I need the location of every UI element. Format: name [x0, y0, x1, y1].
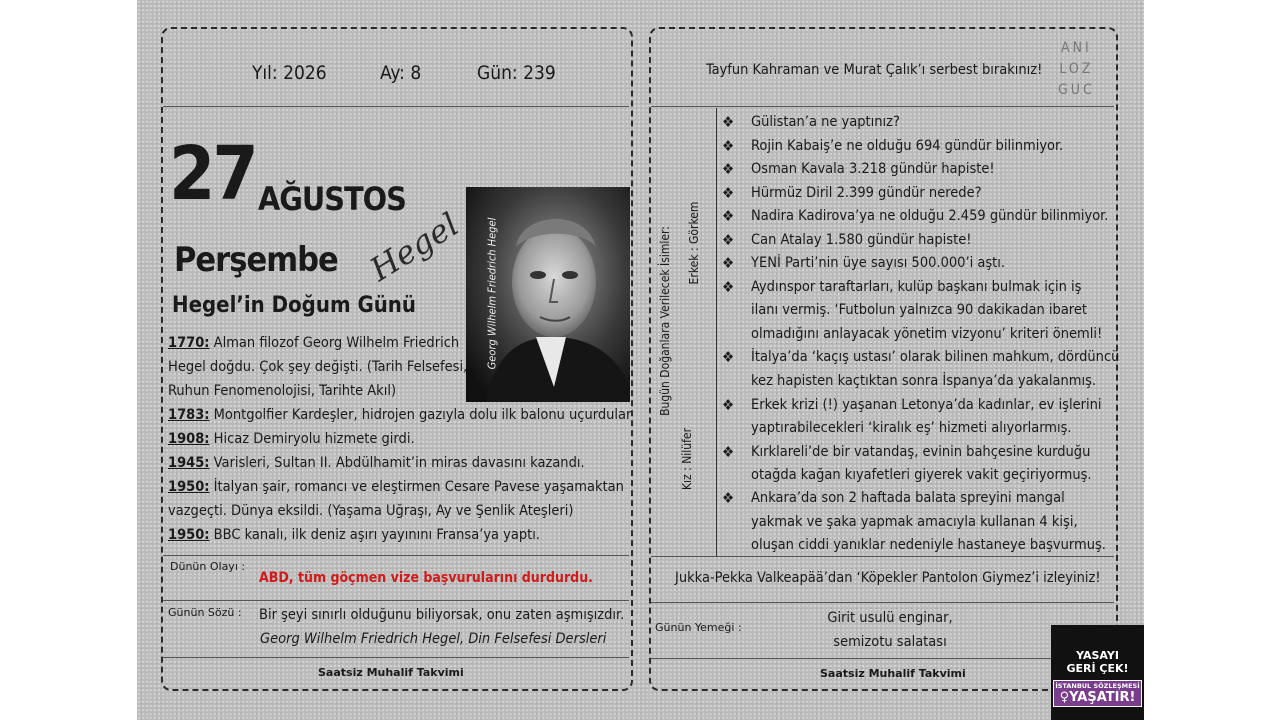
- bullet-icon: ❖: [722, 489, 735, 507]
- names-divider: [716, 108, 717, 556]
- logo-line: LOZ: [1059, 61, 1094, 77]
- meal-line: Girit usulü enginar,: [827, 610, 953, 626]
- signature-text: Hegel: [363, 205, 466, 289]
- bullet-icon: ❖: [722, 348, 735, 366]
- event-item: [168, 451, 628, 475]
- bullet-text: ilanı vermiş. ‘Futbolun yalnızca 90 dakikadan ibaret: [751, 302, 1087, 318]
- event-item: [168, 427, 628, 451]
- divider: [651, 602, 1114, 603]
- bullet-icon: ❖: [722, 396, 735, 414]
- bullet-icon: ❖: [722, 443, 735, 461]
- event-text: BBC kanalı, ilk deniz aşırı yayınını Fransa’ya yaptı.: [209, 527, 541, 543]
- divider: [163, 657, 629, 658]
- bullet-icon: ❖: [722, 113, 735, 131]
- logo-line: GUC: [1058, 82, 1095, 98]
- event-of-day-text: ABD, tüm göçmen vize başvurularını durdurdu.: [259, 570, 593, 586]
- event-of-day-label: Dünün Olayı :: [170, 560, 246, 573]
- event-year: 1770:: [168, 335, 210, 351]
- event-year: 1783:: [168, 407, 210, 423]
- event-year: 1908:: [168, 431, 210, 447]
- event-text: Montgolfier Kardeşler, hidrojen gazıyla dolu ilk balonu uçurdular: [209, 407, 632, 423]
- bullet-icon: ❖: [722, 278, 735, 296]
- bullet-text: kez hapisten kaçtıktan sonra İspanya’da yakalanmış.: [751, 373, 1097, 389]
- bullet-text: yakmak ve şaka yapmak amacıyla kullanan 4 kişi,: [751, 514, 1078, 530]
- logo-line: ANI: [1061, 40, 1092, 56]
- weekday: Perşembe: [174, 240, 338, 280]
- events-list: [168, 331, 632, 547]
- bullet-icon: ❖: [722, 160, 735, 178]
- names-female: Kız : Nilüfer: [680, 427, 694, 491]
- badge-line-4-text: YAŞATIR!: [1069, 690, 1136, 705]
- badge-line-2: GERİ ÇEK!: [1066, 662, 1129, 675]
- occasion: Hegel’in Doğum Günü: [172, 293, 416, 318]
- month-name: AĞUSTOS: [258, 180, 406, 218]
- divider: [651, 556, 1114, 557]
- bullet-text: Hürmüz Diril 2.399 gündür nerede?: [751, 185, 982, 201]
- bullet-text: YENİ Parti’nin üye sayısı 500.000’i aştı.: [751, 255, 1006, 271]
- event-item: [168, 523, 628, 547]
- year-label: Yıl: 2026: [252, 62, 327, 84]
- day-label: Gün: 239: [477, 62, 556, 84]
- portrait-caption: Georg Wilhelm Friedrich Hegel: [485, 217, 499, 370]
- event-text: Hegel doğdu. Çok şey değişti. (Tarih Felsefesi,: [168, 359, 468, 375]
- recommendation: Jukka-Pekka Valkeapää’dan ‘Köpekler Pantolon Giymez’i izleyiniz!: [675, 570, 1101, 586]
- bullet-text: Gülistan’a ne yaptınız?: [751, 114, 900, 130]
- bullet-text: Kırklareli’de bir vatandaş, evinin bahçesine kurduğu: [751, 444, 1091, 460]
- quote-label: Günün Sözü :: [168, 606, 242, 619]
- event-text: Alman filozof Georg Wilhelm Friedrich: [209, 335, 460, 351]
- meal-line: semizotu salatası: [833, 634, 947, 650]
- bullet-text: olmadığını anlayacak yönetim vizyonu’ kriteri önemli!: [751, 326, 1103, 342]
- bullet-icon: ❖: [722, 231, 735, 249]
- event-year: 1950:: [168, 479, 210, 495]
- footer-right: Saatsiz Muhalif Takvimi: [820, 667, 966, 680]
- badge-purple: [1053, 680, 1142, 707]
- bullet-text: otağda kağan kıyafetleri giyerek vakit geçiriyormuş.: [751, 467, 1092, 483]
- bullet-text: yaptırabilecekleri ‘kiralık eş’ hizmeti alıyorlarmış.: [751, 420, 1072, 436]
- event-year: 1945:: [168, 455, 210, 471]
- bullet-text: Rojin Kabaiş’e ne olduğu 694 gündür bilinmiyor.: [751, 138, 1064, 154]
- event-item: [168, 475, 628, 499]
- bullet-icon: ❖: [722, 184, 735, 202]
- bullet-text: oluşan ciddi yanıklar nedeniyle hastaneye başvurmuş.: [751, 537, 1106, 553]
- event-item: [168, 403, 632, 427]
- meal-text: [800, 606, 980, 654]
- bullet-text: Erkek krizi (!) yaşanan Letonya’da kadınlar, ev işlerini: [751, 397, 1102, 413]
- bullet-text: Ankara’da son 2 haftada balata spreyini mangal: [751, 490, 1065, 506]
- quote-author: Georg Wilhelm Friedrich Hegel, Din Felsefesi Dersleri: [260, 631, 607, 647]
- campaign-badge: [1051, 625, 1144, 720]
- right-header: Tayfun Kahraman ve Murat Çalık’ı serbest bırakınız!: [706, 62, 1043, 78]
- divider: [651, 106, 1114, 107]
- event-item: [168, 331, 628, 355]
- divider: [163, 555, 629, 556]
- event-text: Varisleri, Sultan II. Abdülhamit’in miras davasını kazandı.: [209, 455, 585, 471]
- bullet-icon: ❖: [722, 137, 735, 155]
- bullet-text: Nadira Kadirova’ya ne olduğu 2.459 gündür bilinmiyor.: [751, 208, 1109, 224]
- event-text: Ruhun Fenomenolojisi, Tarihte Akıl): [168, 383, 397, 399]
- names-title: Bugün Doğanlara Verilecek İsimler:: [658, 226, 672, 416]
- divider: [651, 658, 1114, 659]
- bullet-text: Aydınspor taraftarları, kulüp başkanı bulmak için iş: [751, 279, 1082, 295]
- bullet-icon: ❖: [722, 254, 735, 272]
- female-symbol-icon: ♀: [1059, 690, 1070, 705]
- quote-text: Bir şeyi sınırlı olduğunu biliyorsak, onu zaten aşmışızdır.: [259, 607, 625, 623]
- meal-label: Günün Yemeği :: [655, 621, 742, 634]
- event-text: İtalyan şair, romancı ve eleştirmen Cesare Pavese yaşamaktan: [209, 479, 624, 495]
- badge-line-4: [1054, 690, 1141, 705]
- bullet-text: İtalya’da ‘kaçış ustası’ olarak bilinen mahkum, dördüncü: [751, 349, 1120, 365]
- names-male: Erkek : Görkem: [687, 201, 701, 285]
- event-text: vazgeçti. Dünya eksildi. (Yaşama Uğraşı, Ay ve Şenlik Ateşleri): [168, 503, 574, 519]
- month-label: Ay: 8: [380, 62, 422, 84]
- bullet-icon: ❖: [722, 207, 735, 225]
- event-year: 1950:: [168, 527, 210, 543]
- logo: [1058, 38, 1095, 101]
- bullet-text: Can Atalay 1.580 gündür hapiste!: [751, 232, 972, 248]
- divider: [163, 106, 629, 107]
- footer-left: Saatsiz Muhalif Takvimi: [318, 666, 464, 679]
- event-text: Hicaz Demiryolu hizmete girdi.: [209, 431, 415, 447]
- day-number: 27: [169, 131, 256, 217]
- divider: [163, 600, 629, 601]
- badge-line-3: İSTANBUL SÖZLEŞMESİ: [1055, 682, 1140, 690]
- badge-line-1: YASAYI: [1076, 649, 1119, 662]
- bullet-text: Osman Kavala 3.218 gündür hapiste!: [751, 161, 995, 177]
